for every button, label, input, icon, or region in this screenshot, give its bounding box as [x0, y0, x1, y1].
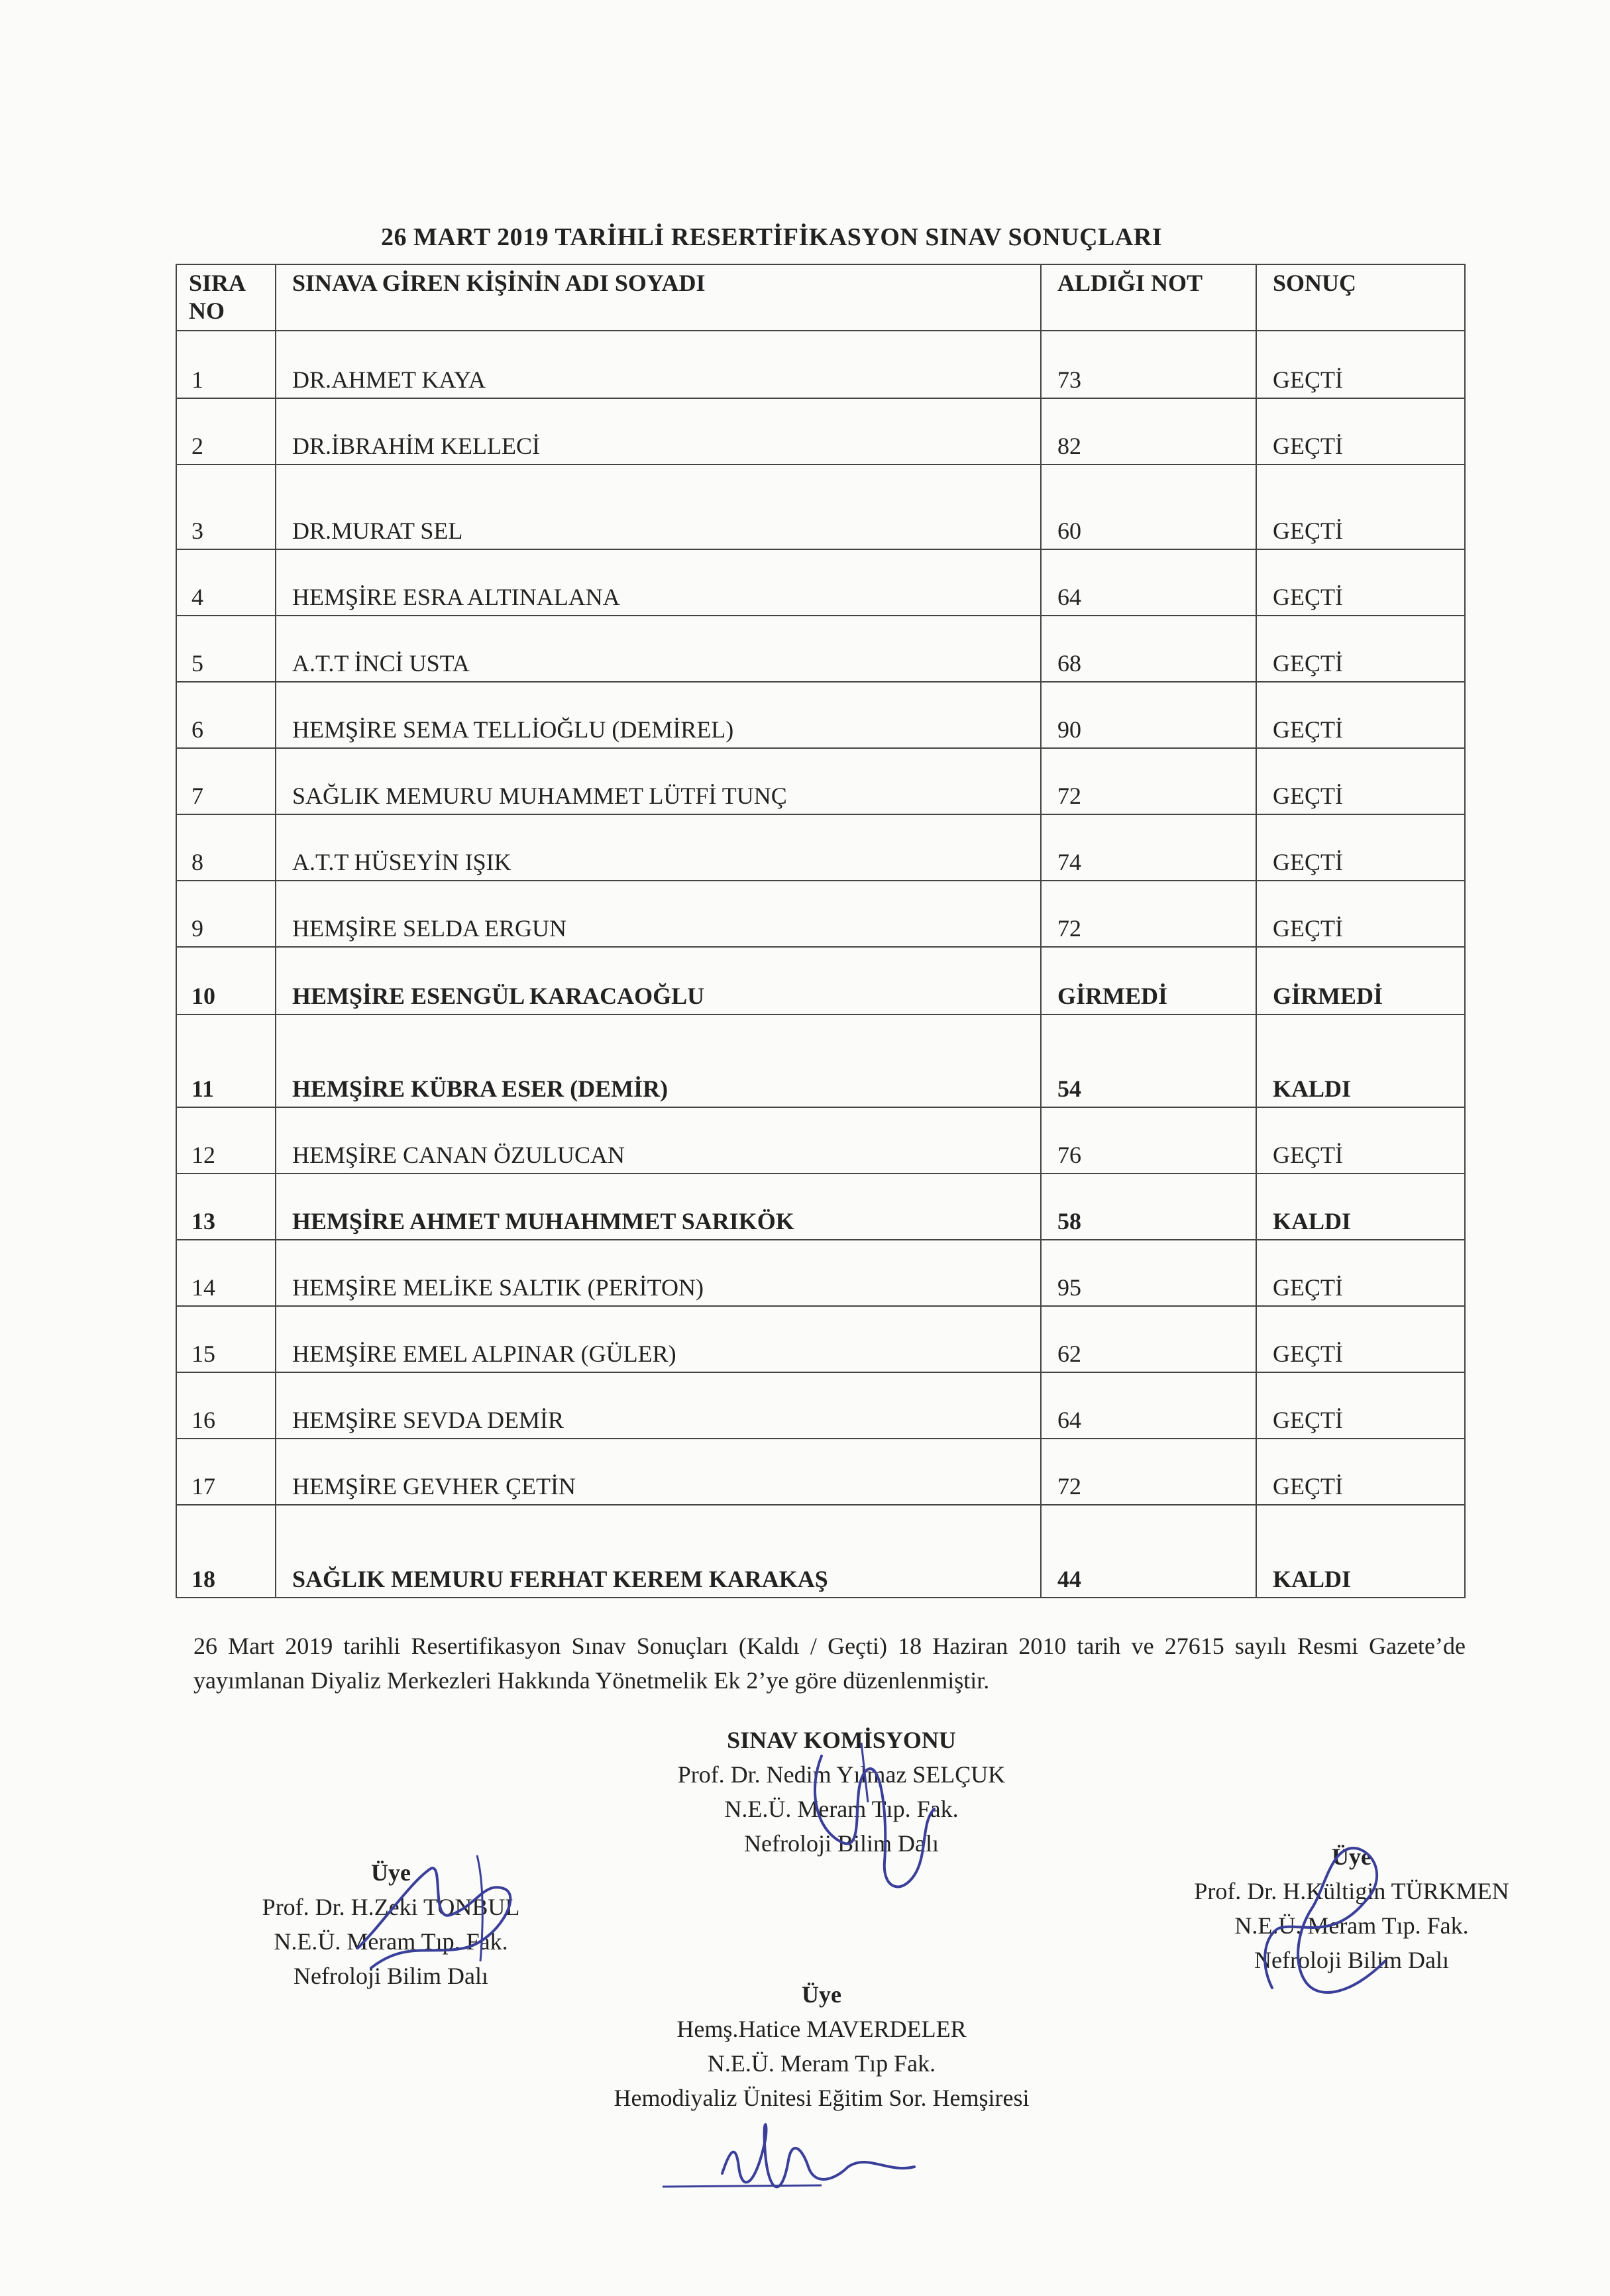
cell-no: 9: [176, 881, 276, 947]
cell-name: HEMŞİRE CANAN ÖZULUCAN: [276, 1107, 1041, 1174]
cell-no: 17: [176, 1439, 276, 1505]
cell-score: 64: [1041, 1372, 1256, 1439]
table-row: [176, 881, 1465, 947]
cell-name: HEMŞİRE AHMET MUHAHMMET SARIKÖK: [276, 1174, 1041, 1240]
cell-score: 72: [1041, 881, 1256, 947]
cell-result: GEÇTİ: [1256, 881, 1465, 947]
cell-result: GEÇTİ: [1256, 1107, 1465, 1174]
cell-score: 90: [1041, 682, 1256, 748]
cell-no: 13: [176, 1174, 276, 1240]
signature-left: [331, 1842, 543, 1988]
header-name: SINAVA GİREN KİŞİNİN ADI SOYADI: [276, 264, 1041, 331]
table-row: [176, 1240, 1465, 1306]
member-bottom-faculty: N.E.Ü. Meram Tıp Fak.: [707, 2050, 936, 2077]
table-row: [176, 1505, 1465, 1598]
cell-result: KALDI: [1256, 1014, 1465, 1107]
cell-no: 5: [176, 616, 276, 682]
cell-name: HEMŞİRE GEVHER ÇETİN: [276, 1439, 1041, 1505]
cell-no: 12: [176, 1107, 276, 1174]
cell-score: 72: [1041, 1439, 1256, 1505]
table-header-row: [176, 264, 1465, 331]
results-body: [176, 331, 1465, 1598]
cell-result: GEÇTİ: [1256, 814, 1465, 881]
table-row: [176, 1306, 1465, 1372]
cell-result: GEÇTİ: [1256, 1240, 1465, 1306]
table-row: [176, 1372, 1465, 1439]
cell-name: A.T.T İNCİ USTA: [276, 616, 1041, 682]
header-result: SONUÇ: [1256, 264, 1465, 331]
member-bottom-name: Hemş.Hatice MAVERDELER: [676, 2016, 967, 2042]
member-left-dept: Nefroloji Bilim Dalı: [294, 1963, 488, 1989]
cell-no: 15: [176, 1306, 276, 1372]
cell-score: 54: [1041, 1014, 1256, 1107]
cell-name: A.T.T HÜSEYİN IŞIK: [276, 814, 1041, 881]
signature-bottom: [649, 2101, 941, 2220]
cell-no: 11: [176, 1014, 276, 1107]
regulation-note: 26 Mart 2019 tarihli Resertifikasyon Sınav Sonuçları (Kaldı / Geçti) 18 Haziran 2010 tarih ve 27615 sayılı Resmi Gazete’de yayımlanan Diyaliz Merkezleri Hakkında Yönetmelik Ek 2’ye göre düzenlenmiştir.: [193, 1633, 1466, 1694]
cell-name: DR.MURAT SEL: [276, 465, 1041, 549]
cell-name: HEMŞİRE ESRA ALTINALANA: [276, 549, 1041, 616]
cell-result: GEÇTİ: [1256, 616, 1465, 682]
cell-name: HEMŞİRE SELDA ERGUN: [276, 881, 1041, 947]
member-bottom-dept: Hemodiyaliz Ünitesi Eğitim Sor. Hemşiresi: [614, 2085, 1030, 2111]
header-score: ALDIĞI NOT: [1041, 264, 1256, 331]
cell-no: 6: [176, 682, 276, 748]
cell-no: 4: [176, 549, 276, 616]
cell-result: KALDI: [1256, 1505, 1465, 1598]
cell-score: GİRMEDİ: [1041, 947, 1256, 1014]
cell-name: DR.İBRAHİM KELLECİ: [276, 398, 1041, 465]
member-left-role: Üye: [371, 1859, 411, 1886]
commission-dept: Nefroloji Bilim Dalı: [744, 1830, 939, 1857]
member-right-name: Prof. Dr. H.Kültigin TÜRKMEN: [1194, 1878, 1509, 1904]
table-row: [176, 331, 1465, 398]
cell-name: DR.AHMET KAYA: [276, 331, 1041, 398]
cell-no: 2: [176, 398, 276, 465]
member-bottom-block: [583, 1977, 1060, 2115]
cell-score: 64: [1041, 549, 1256, 616]
member-right-faculty: N.E.Ü. Meram Tıp. Fak.: [1234, 1912, 1469, 1939]
cell-name: HEMŞİRE MELİKE SALTIK (PERİTON): [276, 1240, 1041, 1306]
cell-no: 1: [176, 331, 276, 398]
member-bottom-role: Üye: [802, 1981, 841, 2008]
header-no: SIRA NO: [176, 264, 276, 331]
cell-result: GEÇTİ: [1256, 465, 1465, 549]
cell-result: GEÇTİ: [1256, 549, 1465, 616]
cell-score: 58: [1041, 1174, 1256, 1240]
cell-no: 10: [176, 947, 276, 1014]
cell-score: 76: [1041, 1107, 1256, 1174]
cell-result: GEÇTİ: [1256, 748, 1465, 814]
cell-name: SAĞLIK MEMURU FERHAT KEREM KARAKAŞ: [276, 1505, 1041, 1598]
table-row: [176, 1174, 1465, 1240]
cell-score: 82: [1041, 398, 1256, 465]
cell-result: KALDI: [1256, 1174, 1465, 1240]
document-title: 26 MART 2019 TARİHLİ RESERTİFİKASYON SINAV SONUÇLARI: [381, 223, 1163, 251]
table-row: [176, 947, 1465, 1014]
cell-result: GİRMEDİ: [1256, 947, 1465, 1014]
cell-name: HEMŞİRE SEVDA DEMİR: [276, 1372, 1041, 1439]
table-row: [176, 1439, 1465, 1505]
cell-no: 18: [176, 1505, 276, 1598]
table-row: [176, 748, 1465, 814]
cell-name: HEMŞİRE ESENGÜL KARACAOĞLU: [276, 947, 1041, 1014]
cell-score: 62: [1041, 1306, 1256, 1372]
member-right-role: Üye: [1332, 1843, 1371, 1870]
commission-chair-name: Prof. Dr. Nedim Yılmaz SELÇUK: [677, 1761, 1006, 1788]
cell-result: GEÇTİ: [1256, 331, 1465, 398]
cell-name: SAĞLIK MEMURU MUHAMMET LÜTFİ TUNÇ: [276, 748, 1041, 814]
table-row: [176, 1014, 1465, 1107]
commission-faculty: N.E.Ü. Meram Tıp. Fak.: [724, 1796, 959, 1822]
cell-name: HEMŞİRE EMEL ALPINAR (GÜLER): [276, 1306, 1041, 1372]
signature-chair: [769, 1729, 967, 1902]
member-left-name: Prof. Dr. H.Zeki TONBUL: [262, 1894, 520, 1920]
cell-result: GEÇTİ: [1256, 1372, 1465, 1439]
cell-score: 74: [1041, 814, 1256, 881]
table-row: [176, 682, 1465, 748]
member-left-faculty: N.E.Ü. Meram Tıp. Fak.: [274, 1928, 508, 1955]
cell-score: 68: [1041, 616, 1256, 682]
cell-name: HEMŞİRE SEMA TELLİOĞLU (DEMİREL): [276, 682, 1041, 748]
cell-result: GEÇTİ: [1256, 1306, 1465, 1372]
signature-right: [1232, 1829, 1431, 2028]
cell-no: 14: [176, 1240, 276, 1306]
cell-score: 44: [1041, 1505, 1256, 1598]
table-row: [176, 1107, 1465, 1174]
cell-name: HEMŞİRE KÜBRA ESER (DEMİR): [276, 1014, 1041, 1107]
member-right-dept: Nefroloji Bilim Dalı: [1254, 1947, 1449, 1973]
cell-score: 72: [1041, 748, 1256, 814]
table-row: [176, 398, 1465, 465]
cell-score: 60: [1041, 465, 1256, 549]
cell-no: 3: [176, 465, 276, 549]
cell-result: GEÇTİ: [1256, 682, 1465, 748]
cell-no: 16: [176, 1372, 276, 1439]
cell-result: GEÇTİ: [1256, 398, 1465, 465]
cell-no: 8: [176, 814, 276, 881]
table-row: [176, 616, 1465, 682]
table-row: [176, 549, 1465, 616]
cell-result: GEÇTİ: [1256, 1439, 1465, 1505]
table-row: [176, 465, 1465, 549]
cell-score: 95: [1041, 1240, 1256, 1306]
commission-heading: SINAV KOMİSYONU: [727, 1727, 956, 1753]
results-table: [176, 264, 1466, 1598]
cell-no: 7: [176, 748, 276, 814]
table-row: [176, 814, 1465, 881]
cell-score: 73: [1041, 331, 1256, 398]
